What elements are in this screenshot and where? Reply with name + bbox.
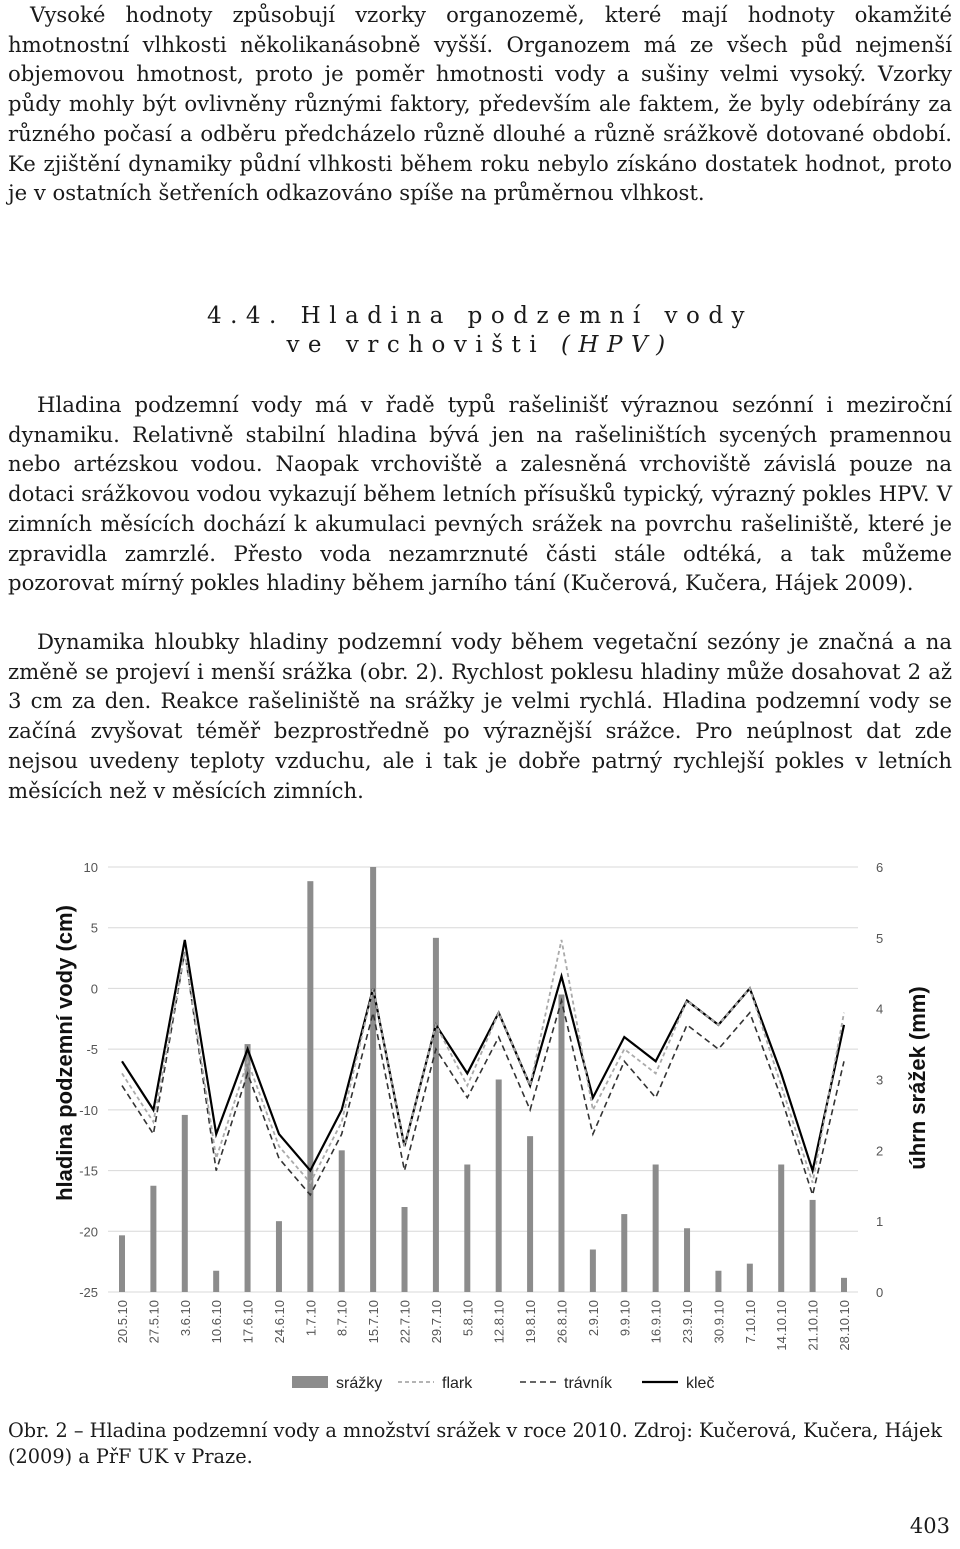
x-axis-ticks: [115, 1300, 852, 1351]
precip-bar: [496, 1080, 502, 1293]
series-line-dotted: [122, 940, 844, 1183]
y2-tick-label: 3: [876, 1072, 884, 1088]
precip-bar: [276, 1221, 282, 1292]
x-tick-label: 10.6.10: [209, 1300, 225, 1344]
x-tick-label: 12.8.10: [491, 1300, 507, 1344]
figure-caption: Obr. 2 – Hladina podzemní vody a množství srážek v roce 2010. Zdroj: Kučerová, Kučera, Hájek (2009) a PřF UK v Praze.: [8, 1419, 943, 1468]
legend-label: trávník: [564, 1375, 613, 1392]
y-tick-label: -25: [79, 1285, 98, 1300]
x-tick-label: 23.9.10: [680, 1300, 696, 1344]
x-tick-label: 30.9.10: [711, 1300, 727, 1344]
legend-swatch: [292, 1376, 328, 1388]
paragraph-groundwater-dynamics: Hladina podzemní vody má v řadě typů rašelinišť výraznou sezónní i meziroční dynamiku. Relativně stabilní hladina bývá jen na rašeliništích sycených pramennou nebo artézskou vodou. Naopak vrchoviště a zalesněná vrchoviště závislá pouze na dotaci srážkovou vodou vykazují během letních přísušků typický, výrazný pokles HPV. V zimních měsících dochází k akumulaci pevných srážek na povrchu rašeliniště, které je zpravidla zamrzlé. Přesto voda nezamrznuté části stále odtéká, a tak můžeme pozorovat mírný pokles hladiny během jarního tání (Kučerová, Kučera, Hájek 2009).: [8, 392, 952, 596]
x-tick-label: 3.6.10: [177, 1300, 193, 1337]
precip-bar: [841, 1278, 847, 1292]
legend-label: kleč: [686, 1375, 715, 1392]
x-tick-label: 14.10.10: [774, 1300, 790, 1351]
precip-bar: [339, 1150, 345, 1292]
page-number: 403: [909, 1514, 950, 1538]
y-tick-label: -5: [86, 1042, 98, 1058]
x-tick-label: 28.10.10: [837, 1300, 852, 1351]
precip-bar: [370, 867, 376, 1292]
x-tick-label: 7.10.10: [742, 1300, 758, 1344]
precip-bar: [402, 1207, 408, 1292]
y2-tick-label: 4: [876, 1001, 884, 1017]
precip-bar: [715, 1271, 721, 1292]
y-tick-label: -15: [79, 1163, 98, 1179]
x-tick-label: 24.6.10: [271, 1300, 287, 1344]
x-tick-label: 2.9.10: [585, 1300, 601, 1337]
precip-bar: [150, 1186, 156, 1292]
x-tick-label: 5.8.10: [460, 1300, 476, 1337]
precip-bar: [558, 995, 564, 1293]
precip-bar: [621, 1214, 627, 1292]
section-heading-main: ve vrchovišti: [286, 332, 561, 358]
x-tick-label: 1.7.10: [303, 1300, 319, 1337]
y2-tick-label: 0: [876, 1285, 884, 1300]
x-tick-label: 21.10.10: [805, 1300, 821, 1351]
precip-bar: [433, 938, 439, 1292]
groundwater-chart: [0, 840, 960, 1400]
precip-bar: [810, 1200, 816, 1292]
y2-tick-label: 2: [876, 1143, 884, 1159]
y2-tick-label: 1: [876, 1214, 884, 1230]
precipitation-bars: [119, 867, 847, 1292]
x-tick-label: 27.5.10: [146, 1300, 162, 1344]
x-tick-label: 17.6.10: [240, 1300, 256, 1344]
left-axis-label: hladina podzemní vody (cm): [52, 905, 77, 1201]
precip-bar: [653, 1165, 659, 1293]
y-tick-label: 0: [90, 981, 98, 997]
series-line-solid: [122, 940, 844, 1171]
precip-bar: [684, 1228, 690, 1292]
x-tick-label: 22.7.10: [397, 1300, 413, 1344]
section-heading-abbr: (HPV): [560, 332, 674, 358]
precip-bar: [213, 1271, 219, 1292]
chart-grid: [108, 867, 858, 1292]
legend-label: flark: [442, 1375, 473, 1392]
paragraph-depth-dynamics: Dynamika hloubky hladiny podzemní vody během vegetační sezóny je značná a na změně se projeví i menší srážka (obr. 2). Rychlost poklesu hladiny může dosahovat 2 až 3 cm za den. Reakce rašeliniště na srážky je velmi rychlá. Hladina podzemní vody se začíná zvyšovat téměř bezprostředně po výraznější srážce. Pro neúplnost dat zde nejsou uvedeny teploty vzduchu, ale i tak je dobře patrný rychlejší pokles v letních měsících než v měsících zimních.: [8, 629, 952, 803]
x-tick-label: 15.7.10: [366, 1300, 382, 1344]
left-axis-ticks: [79, 860, 98, 1300]
section-heading-line2: [0, 330, 960, 360]
paragraph-soil-moisture: Vysoké hodnoty způsobují vzorky organozemě, které mají hodnoty okamžité hmotnostní vlhkosti několikanásobně vyšší. Organozem má ze všech půd nejmenší objemovou hmotnost, proto je poměr hmotnosti vody a sušiny velmi vysoký. Vzorky půdy mohly být ovlivněny různými faktory, především ale faktem, že byly odebírány za různého počasí a odběru předcházelo různě dlouhé a různě srážkově dotované období. Ke zjištění dynamiky půdní vlhkosti během roku nebylo získáno dostatek hodnot, proto je v ostatních šetřeních odkazováno spíše na průměrnou vlhkost.: [8, 2, 952, 206]
x-tick-label: 26.8.10: [554, 1300, 570, 1344]
section-heading-line1: 4.4. Hladina podzemní vody: [206, 303, 754, 329]
precip-bar: [119, 1235, 125, 1292]
y-tick-label: 5: [90, 920, 98, 936]
x-tick-label: 9.9.10: [617, 1300, 633, 1337]
precip-bar: [590, 1250, 596, 1293]
x-tick-label: 8.7.10: [334, 1300, 350, 1337]
legend-label: srážky: [336, 1375, 383, 1392]
precip-bar: [307, 881, 313, 1292]
y2-tick-label: 5: [876, 930, 884, 946]
groundwater-lines: [122, 940, 844, 1195]
x-tick-label: 19.8.10: [523, 1300, 539, 1344]
precip-bar: [464, 1165, 470, 1293]
y-tick-label: -10: [79, 1102, 98, 1118]
precip-bar: [747, 1264, 753, 1292]
y-tick-label: -20: [79, 1224, 98, 1240]
y-tick-label: 10: [83, 860, 98, 875]
right-axis-ticks: [876, 860, 883, 1300]
right-axis-label: úhrn srážek (mm): [905, 986, 930, 1170]
x-tick-label: 20.5.10: [115, 1300, 130, 1344]
precip-bar: [182, 1115, 188, 1292]
x-tick-label: 29.7.10: [428, 1300, 444, 1344]
precip-bar: [778, 1165, 784, 1293]
chart-legend: [292, 1375, 714, 1392]
y2-tick-label: 6: [876, 860, 884, 875]
precip-bar: [527, 1136, 533, 1292]
x-tick-label: 16.9.10: [648, 1300, 664, 1344]
